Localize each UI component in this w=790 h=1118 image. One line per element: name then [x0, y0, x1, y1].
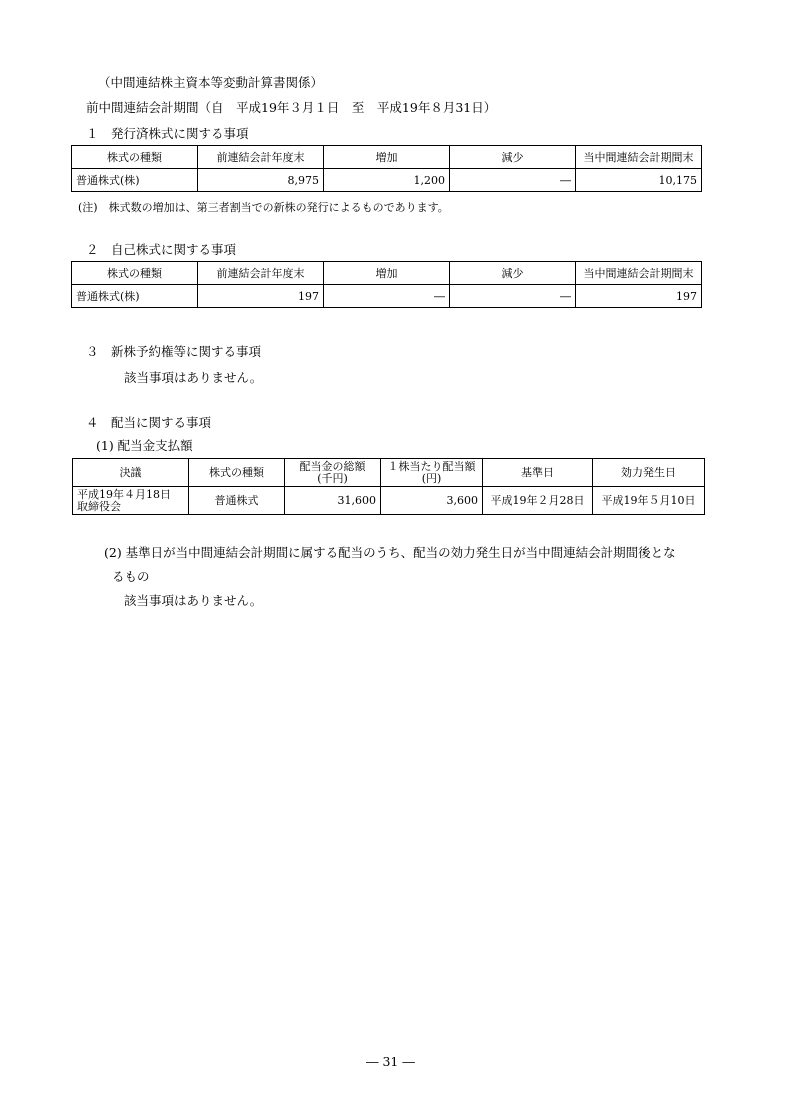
table-cell: 普通株式	[189, 487, 285, 515]
section-heading: （中間連結株主資本等変動計算書関係）	[98, 75, 324, 90]
header-cell: 前連結会計年度末	[198, 262, 324, 285]
table-header-row	[72, 146, 702, 169]
page-number: ― 31 ―	[366, 1054, 415, 1069]
header-cell: 株式の種類	[189, 459, 285, 487]
dividend-table	[72, 458, 705, 515]
table-header-row	[72, 262, 702, 285]
sec3-title: ３ 新株予約権等に関する事項	[86, 344, 262, 359]
header-cell	[381, 459, 483, 487]
sec4-sub1: (1) 配当金支払額	[96, 438, 193, 453]
table-cell: 10,175	[576, 169, 702, 192]
header-cell: 効力発生日	[593, 459, 705, 487]
table-cell: ―	[450, 285, 576, 308]
issued-shares-table	[71, 145, 702, 192]
cell-line: 平成19年４月18日	[77, 487, 171, 501]
table-cell: 普通株式(株)	[72, 169, 198, 192]
table-cell	[73, 487, 189, 515]
table-cell: 197	[576, 285, 702, 308]
header-line: 配当金の総額	[299, 459, 366, 473]
table-cell: 3,600	[381, 487, 483, 515]
table-cell: 平成19年５月10日	[593, 487, 705, 515]
header-cell: 前連結会計年度末	[198, 146, 324, 169]
table-cell: 197	[198, 285, 324, 308]
table-cell: ―	[324, 285, 450, 308]
header-line: (円)	[421, 471, 442, 485]
period-text: 前中間連結会計期間（自 平成19年３月１日 至 平成19年８月31日）	[86, 100, 497, 115]
cell-line: 取締役会	[77, 499, 121, 513]
sec4-sub2-line1: (2) 基準日が当中間連結会計期間に属する配当のうち、配当の効力発生日が当中間連結会計期間後とな	[104, 545, 676, 560]
sec4-sub2-body: 該当事項はありません。	[124, 593, 263, 608]
header-cell: 株式の種類	[72, 262, 198, 285]
header-cell: 株式の種類	[72, 146, 198, 169]
table-row	[72, 169, 702, 192]
table-row	[72, 285, 702, 308]
table-cell: 8,975	[198, 169, 324, 192]
table-cell: 31,600	[285, 487, 381, 515]
sec2-title: ２ 自己株式に関する事項	[86, 242, 237, 257]
header-cell: 増加	[324, 146, 450, 169]
sec3-body: 該当事項はありません。	[124, 370, 263, 385]
treasury-shares-table	[71, 261, 702, 308]
table-row	[73, 487, 705, 515]
header-cell: 当中間連結会計期間末	[576, 146, 702, 169]
header-cell: 基準日	[483, 459, 593, 487]
sec1-note: (注) 株式数の増加は、第三者割当での新株の発行によるものであります。	[78, 201, 449, 214]
table-cell: ―	[450, 169, 576, 192]
header-cell: 減少	[450, 146, 576, 169]
header-cell: 決議	[73, 459, 189, 487]
table-cell: 普通株式(株)	[72, 285, 198, 308]
table-cell: 平成19年２月28日	[483, 487, 593, 515]
header-cell: 増加	[324, 262, 450, 285]
sec4-sub2-line2: るもの	[112, 569, 150, 584]
sec4-title: ４ 配当に関する事項	[86, 415, 212, 430]
header-line: １株当たり配当額	[387, 459, 476, 473]
header-cell: 当中間連結会計期間末	[576, 262, 702, 285]
table-cell: 1,200	[324, 169, 450, 192]
header-cell	[285, 459, 381, 487]
sec1-title: １ 発行済株式に関する事項	[86, 126, 249, 141]
table-header-row	[73, 459, 705, 487]
header-line: (千円)	[317, 471, 348, 485]
header-cell: 減少	[450, 262, 576, 285]
